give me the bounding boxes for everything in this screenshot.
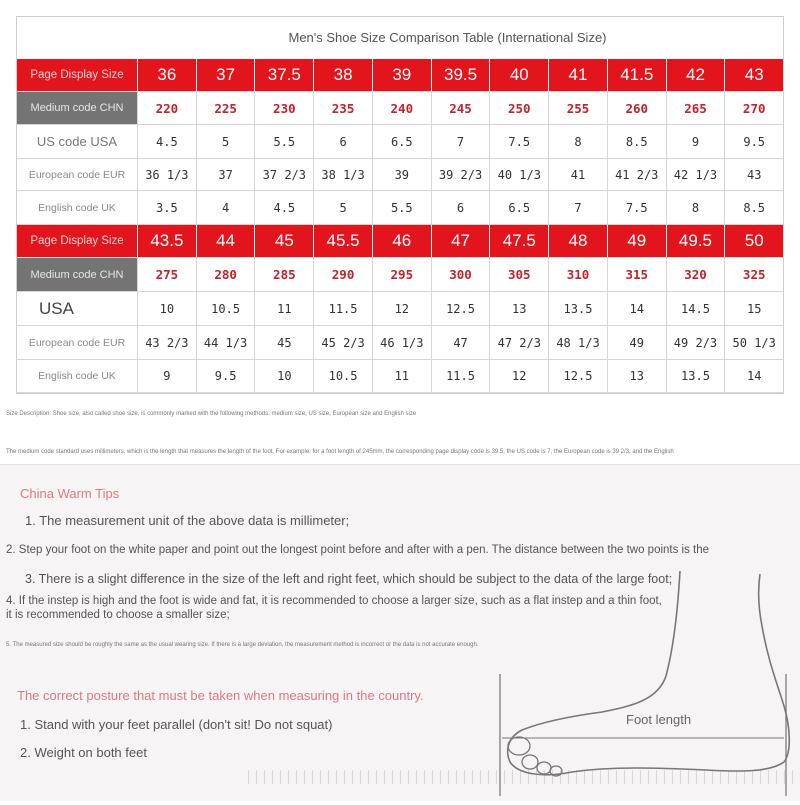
- table-cell: 37: [197, 159, 256, 190]
- table-cell: 4: [197, 191, 256, 224]
- table-cell: 230: [255, 92, 314, 124]
- warm-tips-title: China Warm Tips: [20, 486, 120, 501]
- table-cell: 49: [608, 326, 667, 359]
- table-cell: 41: [549, 59, 608, 91]
- table-cell: 36: [138, 59, 197, 91]
- table-cell: 15: [746, 301, 762, 316]
- foot-length-label: Foot length: [626, 712, 692, 727]
- table-cell: 5: [197, 125, 256, 158]
- table-cell: 50: [725, 225, 783, 257]
- table-cell: 47: [432, 326, 491, 359]
- table-cell: 43: [725, 59, 783, 91]
- table-cell: 10: [255, 360, 314, 392]
- table-cell: 45 2/3: [314, 326, 373, 359]
- table-cell: 41.5: [608, 59, 667, 91]
- shoe-size-table: [16, 16, 784, 394]
- table-cell: 6: [314, 125, 373, 158]
- table-cell: 43 2/3: [138, 326, 197, 359]
- table-cell: 300: [432, 258, 491, 291]
- table-cell: 45: [255, 225, 314, 257]
- table-cell: 13: [608, 360, 667, 392]
- table-cell: 39 2/3: [432, 159, 491, 190]
- table-cell: 47.5: [490, 225, 549, 257]
- toe-2: [522, 755, 538, 769]
- row-label: USA: [17, 292, 138, 325]
- table-cell: 11: [255, 292, 314, 325]
- table-cell: 9.5: [197, 360, 256, 392]
- table-cell: 12: [490, 360, 549, 392]
- table-title: Men's Shoe Size Comparison Table (International Size): [17, 17, 783, 60]
- table-row-block1-uk: [17, 191, 783, 225]
- table-row-block2-chn: [17, 258, 783, 292]
- table-cell: 310: [549, 258, 608, 291]
- table-cell: 46: [373, 225, 432, 257]
- table-cell: 14: [608, 292, 667, 325]
- table-cell: 40 1/3: [490, 159, 549, 190]
- row-label: Page Display Size: [17, 59, 138, 91]
- table-cell: 11: [373, 360, 432, 392]
- table-cell: 45: [255, 326, 314, 359]
- table-row-block2-display: [17, 225, 783, 258]
- table-cell: 10.5: [314, 360, 373, 392]
- row-label: Medium code CHN: [17, 258, 138, 291]
- table-cell: 49: [608, 225, 667, 257]
- table-cell: 47 2/3: [490, 326, 549, 359]
- table-cell: 11.5: [432, 360, 491, 392]
- table-cell: 48 1/3: [549, 326, 608, 359]
- tip-3: 3. There is a slight difference in the size of the left and right feet, which should be subject to the data of the large foot;: [25, 572, 673, 586]
- table-row-block1-usa: [17, 125, 783, 159]
- table-cell: 7: [432, 125, 491, 158]
- table-row-block1-display: [17, 59, 783, 92]
- table-cell: 5.5: [255, 125, 314, 158]
- table-cell: 14: [746, 369, 762, 383]
- row-label: European code EUR: [17, 326, 138, 359]
- row-label: Page Display Size: [17, 225, 138, 257]
- posture-step-1: 1. Stand with your feet parallel (don't sit! Do not squat): [20, 717, 333, 732]
- table-cell: 43: [746, 167, 762, 182]
- table-cell: 290: [314, 258, 373, 291]
- row-label: English code UK: [17, 360, 138, 392]
- table-cell: 44 1/3: [197, 326, 256, 359]
- toe-3: [537, 762, 551, 774]
- tip-5: 5. The measured size should be roughly the same as the usual wearing size. If there is a large deviation, the measurement method is incorrect or the data is not accurate enough.: [6, 642, 479, 648]
- table-cell: 6.5: [490, 191, 549, 224]
- table-cell: 36 1/3: [138, 159, 197, 190]
- table-cell: 41 2/3: [608, 159, 667, 190]
- table-cell: 220: [138, 92, 197, 124]
- table-cell: 39: [373, 59, 432, 91]
- table-cell: 260: [608, 92, 667, 124]
- table-cell: 5.5: [373, 191, 432, 224]
- table-cell: 13: [490, 292, 549, 325]
- table-cell: 37.5: [255, 59, 314, 91]
- table-cell: 240: [373, 92, 432, 124]
- row-label: European code EUR: [17, 159, 138, 190]
- table-cell: 14.5: [667, 292, 726, 325]
- table-cell: 7.5: [490, 125, 549, 158]
- table-cell: 44: [197, 225, 256, 257]
- size-description-1: Size Description: Shoe size, also called shoe size, is commonly marked with the following methods: medium size, US size, European size and English size: [6, 411, 417, 417]
- table-cell: 38 1/3: [314, 159, 373, 190]
- posture-step-2: 2. Weight on both feet: [20, 745, 147, 760]
- table-cell: 9: [138, 360, 197, 392]
- posture-title: The correct posture that must be taken when measuring in the country.: [17, 688, 424, 703]
- table-cell: 37: [197, 59, 256, 91]
- table-cell: 9.5: [743, 134, 766, 149]
- table-cell: 43.5: [138, 225, 197, 257]
- table-cell: 11.5: [314, 292, 373, 325]
- table-cell: 315: [608, 258, 667, 291]
- table-cell: 47: [432, 225, 491, 257]
- table-cell: 8.5: [608, 125, 667, 158]
- table-cell: 6: [432, 191, 491, 224]
- table-cell: 255: [549, 92, 608, 124]
- table-cell: 10: [138, 292, 197, 325]
- table-cell: 8: [549, 125, 608, 158]
- table-cell: 320: [667, 258, 726, 291]
- table-cell: 275: [138, 258, 197, 291]
- table-cell: 41: [549, 159, 608, 190]
- size-description-2: The medium code standard uses millimeters, which is the length that measures the length of the foot. For example, for a foot length of 245mm, the corresponding page display code is 39.5, the US code is 7, the European code is 39 2/3, and the English: [6, 449, 674, 455]
- table-cell: 42 1/3: [667, 159, 726, 190]
- row-label: English code UK: [17, 191, 138, 224]
- foot-measurement-illustration: [492, 566, 800, 800]
- table-cell: 6.5: [373, 125, 432, 158]
- tip-1: 1. The measurement unit of the above data is millimeter;: [25, 513, 350, 528]
- table-cell: 48: [549, 225, 608, 257]
- table-cell: 285: [255, 258, 314, 291]
- table-row-block1-eur: [17, 159, 783, 191]
- table-cell: 7.5: [608, 191, 667, 224]
- table-cell: 38: [314, 59, 373, 91]
- table-cell: 305: [490, 258, 549, 291]
- table-cell: 39.5: [432, 59, 491, 91]
- table-cell: 49.5: [667, 225, 726, 257]
- table-cell: 10.5: [197, 292, 256, 325]
- table-cell: 12: [373, 292, 432, 325]
- table-cell: 40: [490, 59, 549, 91]
- table-cell: 3.5: [138, 191, 197, 224]
- table-cell: 235: [314, 92, 373, 124]
- table-row-block2-usa: [17, 292, 783, 326]
- table-cell: 46 1/3: [373, 326, 432, 359]
- table-cell: 295: [373, 258, 432, 291]
- table-row-block1-chn: [17, 92, 783, 125]
- row-label: US code USA: [17, 125, 138, 158]
- table-cell: 12.5: [432, 292, 491, 325]
- table-cell: 270: [742, 100, 766, 116]
- tip-4a: 4. If the instep is high and the foot is wide and fat, it is recommended to choose a larger size, such as a flat instep and a thin foot,: [6, 595, 662, 607]
- foot-outline: [508, 571, 790, 775]
- row-label: Medium code CHN: [17, 92, 138, 124]
- table-cell: 13.5: [667, 360, 726, 392]
- table-cell: 49 2/3: [667, 326, 726, 359]
- tip-4b: it is recommended to choose a smaller size;: [6, 609, 230, 621]
- table-cell: 39: [373, 159, 432, 190]
- table-row-block2-eur: [17, 326, 783, 360]
- table-cell: 225: [197, 92, 256, 124]
- table-cell: 8: [667, 191, 726, 224]
- table-cell: 45.5: [314, 225, 373, 257]
- table-cell: 9: [667, 125, 726, 158]
- table-cell: 265: [667, 92, 726, 124]
- table-cell: 4.5: [255, 191, 314, 224]
- toe-1: [508, 737, 530, 755]
- table-cell: 5: [314, 191, 373, 224]
- tip-2: 2. Step your foot on the white paper and point out the longest point before and after with a pen. The distance between the two points is the: [6, 544, 710, 556]
- table-cell: 280: [197, 258, 256, 291]
- table-cell: 245: [432, 92, 491, 124]
- table-cell: 13.5: [549, 292, 608, 325]
- table-cell: 50 1/3: [732, 335, 776, 350]
- table-cell: 8.5: [743, 200, 766, 215]
- table-cell: 4.5: [138, 125, 197, 158]
- table-cell: 37 2/3: [255, 159, 314, 190]
- table-cell: 325: [742, 267, 766, 282]
- table-cell: 250: [490, 92, 549, 124]
- table-cell: 12.5: [549, 360, 608, 392]
- table-row-block2-uk: [17, 360, 783, 393]
- table-cell: 42: [667, 59, 726, 91]
- table-cell: 7: [549, 191, 608, 224]
- foot-outline-svg: [492, 566, 800, 800]
